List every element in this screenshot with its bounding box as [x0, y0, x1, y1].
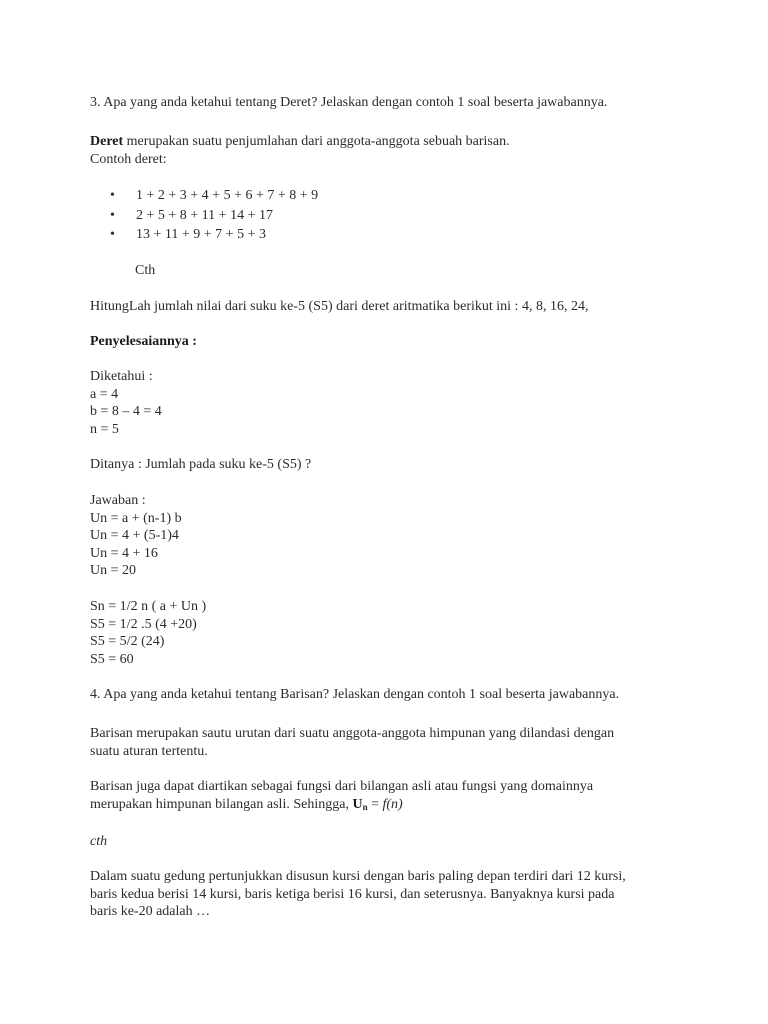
barisan-paragraph-3	[90, 868, 626, 921]
question-3: 3. Apa yang anda ketahui tentang Deret? Jelaskan dengan contoh 1 soal beserta jawabannya.	[90, 95, 608, 110]
barisan-paragraph-2	[90, 778, 593, 816]
sum-block	[90, 598, 206, 668]
deret-definition-text: merupakan suatu penjumlahan dari anggota-anggota sebuah barisan.	[123, 134, 510, 149]
cth-italic-text: cth	[90, 834, 108, 849]
contoh-deret-label: Contoh deret:	[90, 152, 167, 167]
jawaban-block	[90, 492, 182, 580]
paragraph-line: Barisan merupakan sautu urutan dari suatu anggota-anggota himpunan yang dilandasi dengan	[90, 726, 615, 741]
paragraph-line: Dalam suatu gedung pertunjukkan disusun kursi dengan baris paling depan terdiri dari 12 kursi,	[90, 869, 626, 884]
deret-term: Deret	[90, 134, 124, 149]
diketahui-line: Diketahui :	[90, 369, 153, 384]
cth-label-italic	[90, 833, 107, 851]
question-4: 4. Apa yang anda ketahui tentang Barisan? Jelaskan dengan contoh 1 soal beserta jawabannya.	[90, 687, 620, 702]
solution-heading-text: Penyelesaiannya :	[90, 334, 197, 349]
problem-statement: HitungLah jumlah nilai dari suku ke-5 (S5) dari deret aritmatika berikut ini : 4, 8, 16, 24,	[90, 299, 589, 314]
ditanya-line: Ditanya : Jumlah pada suku ke-5 (S5) ?	[90, 457, 312, 472]
paragraph-line: baris kedua berisi 14 kursi, baris ketiga berisi 16 kursi, dan seterusnya. Banyaknya kursi pada	[90, 886, 615, 902]
list-item: • 1 + 2 + 3 + 4 + 5 + 6 + 7 + 8 + 9	[110, 186, 318, 206]
formula-subscript: n	[362, 801, 368, 812]
formula-fn: f(n)	[382, 796, 403, 812]
sum-line: S5 = 1/2 .5 (4 +20)	[90, 616, 197, 632]
jawaban-line: Un = 4 + (5-1)4	[90, 528, 179, 543]
sum-line: Sn = 1/2 n ( a + Un )	[90, 599, 207, 614]
list-item: • 13 + 11 + 9 + 7 + 5 + 3	[110, 225, 318, 245]
diketahui-line: b = 8 – 4 = 4	[90, 404, 162, 419]
paragraph-line: baris ke-20 adalah …	[90, 904, 211, 919]
paragraph-line: suatu aturan tertentu.	[90, 743, 208, 759]
jawaban-line: Un = 20	[90, 563, 137, 578]
formula-equals: =	[367, 796, 383, 812]
diketahui-line: n = 5	[90, 421, 119, 437]
list-item: • 2 + 5 + 8 + 11 + 14 + 17	[110, 206, 318, 226]
deret-definition	[90, 133, 510, 151]
formula-u: U	[352, 796, 363, 812]
cth-label: Cth	[135, 263, 156, 278]
jawaban-line: Un = 4 + 16	[90, 545, 158, 561]
paragraph-line: Barisan juga dapat diartikan sebagai fungsi dari bilangan asli atau fungsi yang domainnya	[90, 779, 594, 794]
solution-heading	[90, 333, 197, 351]
barisan-paragraph-1	[90, 725, 614, 760]
example-list	[110, 186, 318, 245]
paragraph-line	[90, 796, 593, 817]
jawaban-line: Un = a + (n-1) b	[90, 510, 182, 526]
paragraph-text: merupakan himpunan bilangan asli. Sehingga,	[90, 796, 353, 812]
diketahui-line: a = 4	[90, 386, 119, 402]
diketahui-block	[90, 368, 162, 438]
sum-line: S5 = 60	[90, 651, 134, 667]
jawaban-line: Jawaban :	[90, 493, 146, 508]
sum-line: S5 = 5/2 (24)	[90, 634, 165, 649]
